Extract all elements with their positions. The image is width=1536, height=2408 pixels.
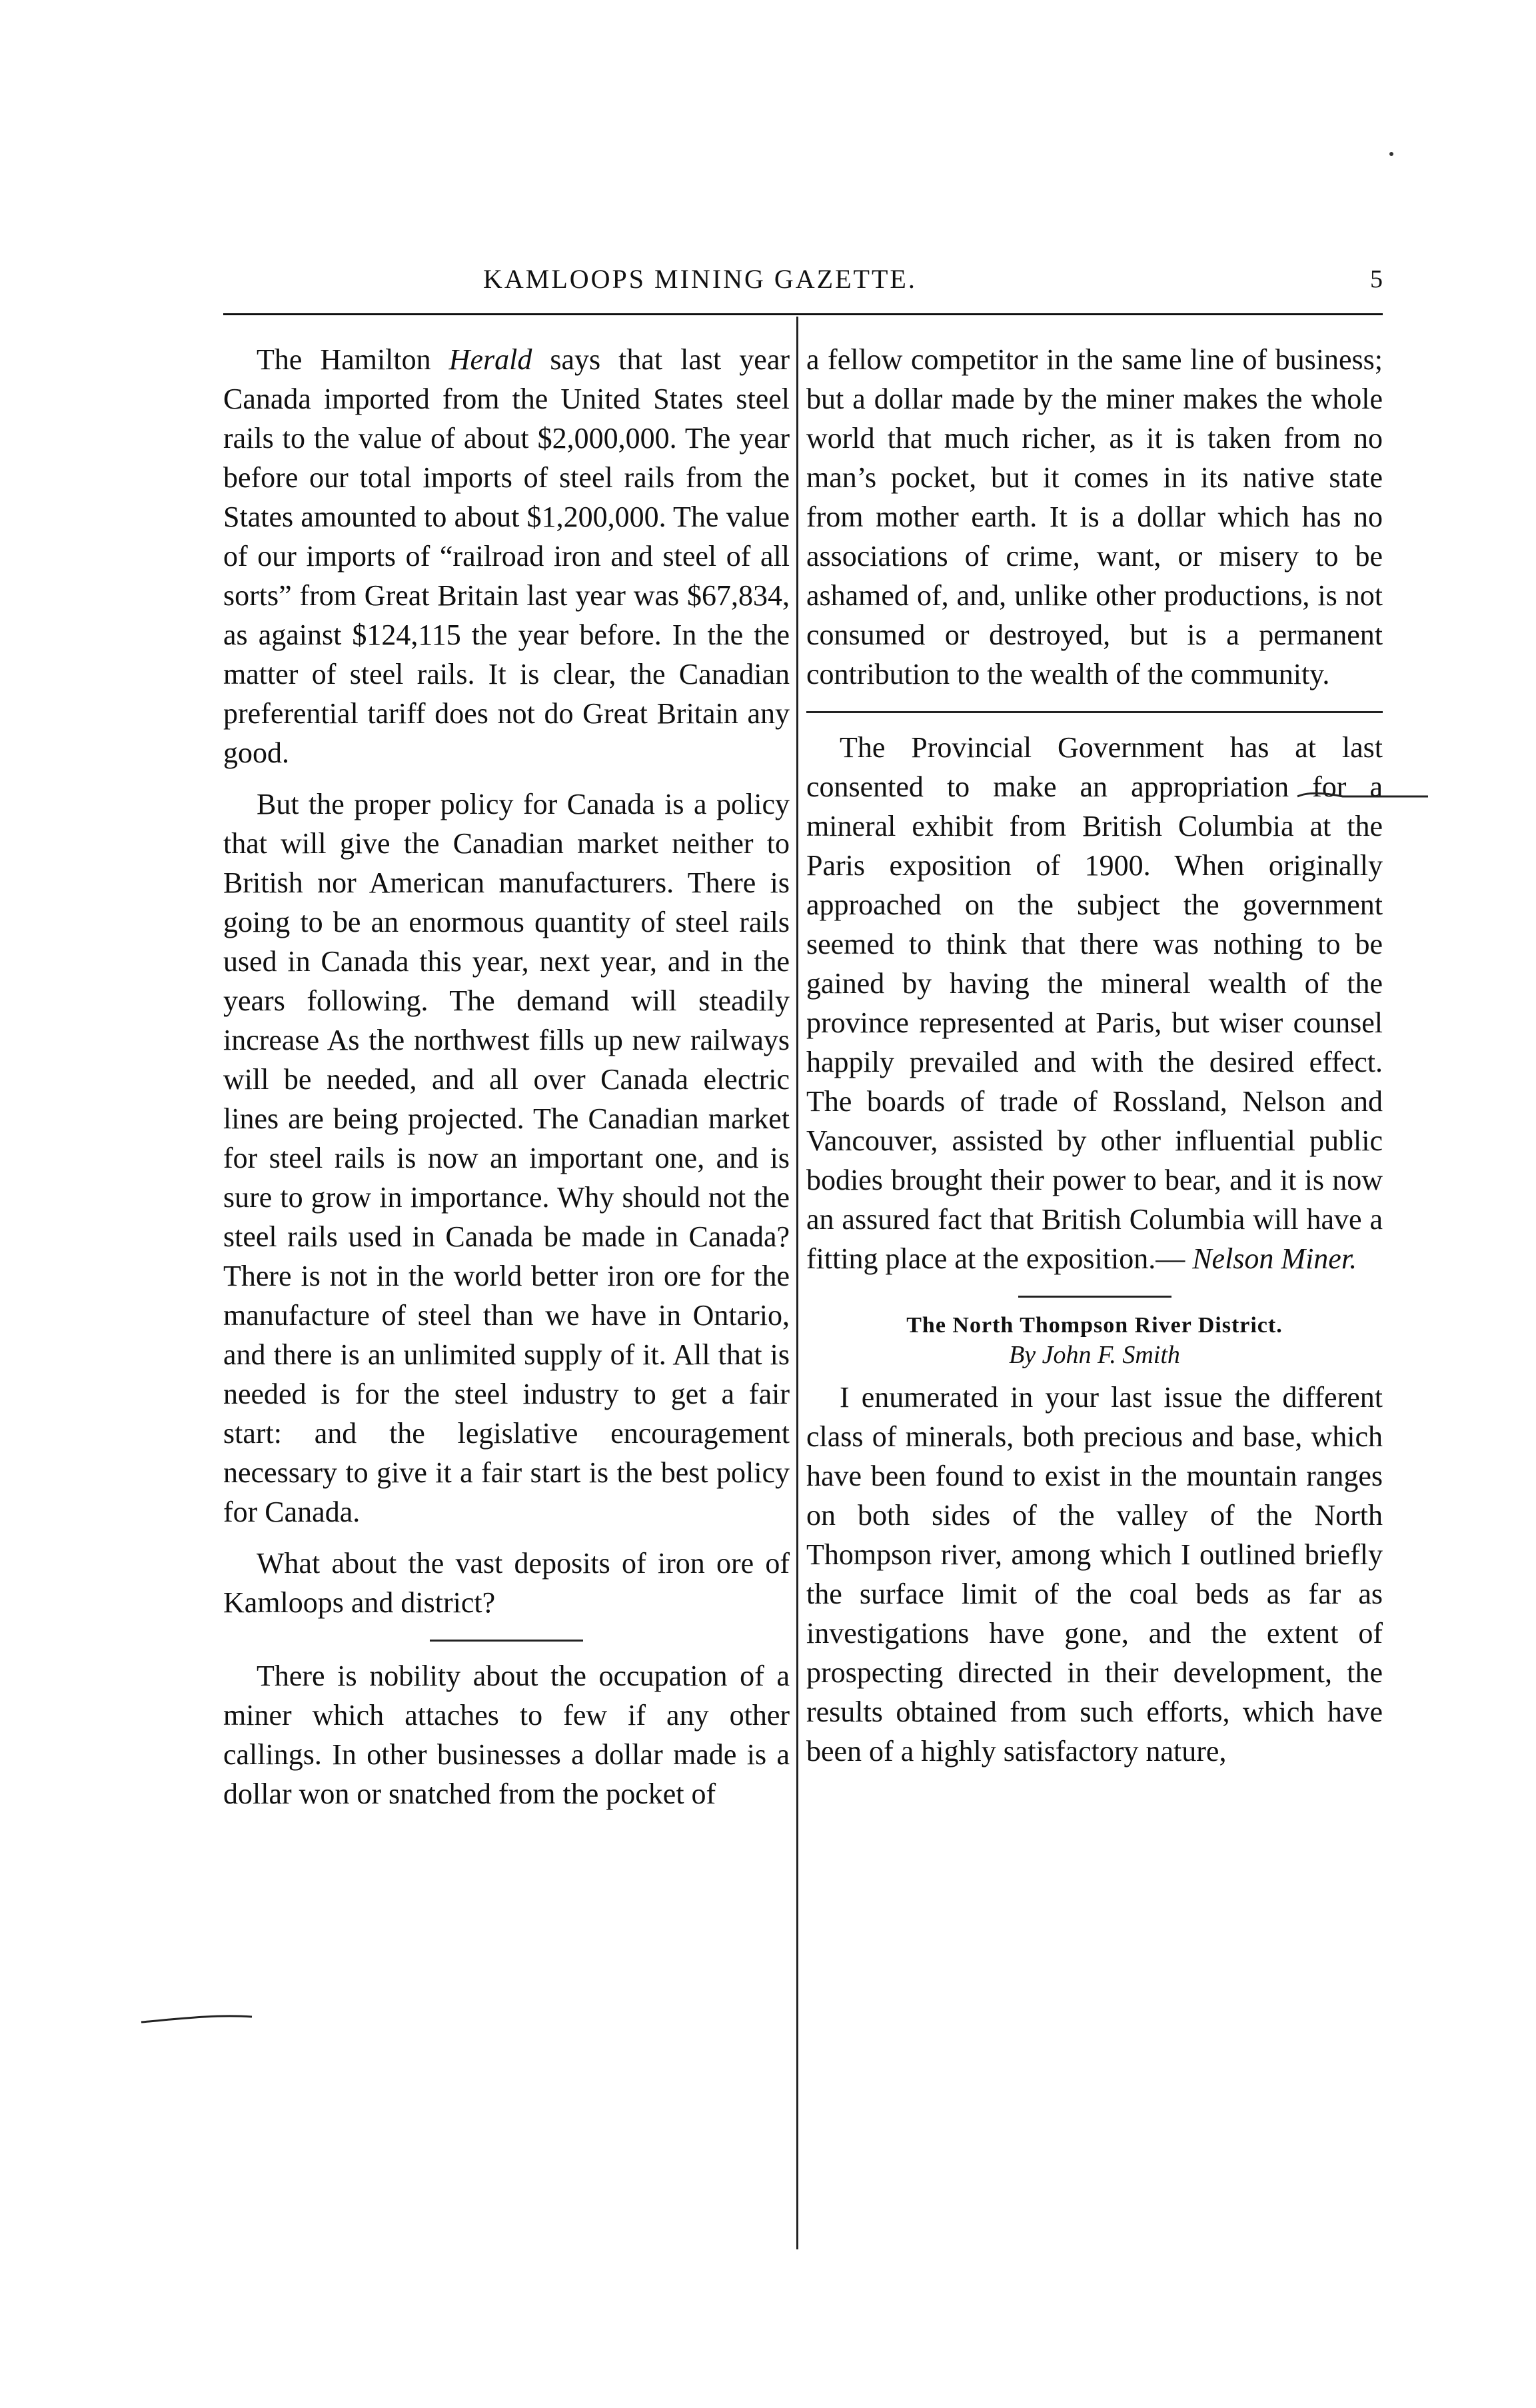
- left-column: [223, 340, 790, 1813]
- section-divider: [806, 711, 1383, 713]
- section-divider: [1018, 1296, 1171, 1298]
- article-paragraph-policy: But the proper policy for Canada is a policy that will give the Canadian market neither to British nor American manufacturers. There is going to be an enormous quantity of steel rails used in Canada this year, next year, and in the years following. The demand will steadily increase As the northwest fills up new railways will be needed, and all over Canada electric lines are being projected. The Canadian market for steel rails is now an important one, and is sure to grow in importance. Why should not the steel rails used in Canada be made in Canada? There is not in the world better iron ore for the manufacture of steel than we have in Ontario, and there is an unlimited supply of it. All that is needed is for the steel industry to get a fair start: and the legislative encouragement necessary to give it a fair start is the best policy for Canada.: [223, 788, 790, 1528]
- article-paragraph-north-thompson: I enumerated in your last issue the different class of minerals, both precious and base, which have been found to exist in the mountain ranges on both sides of the valley of the North Thompson river, among which I outlined briefly the surface limit of the coal beds as far as investigations have gone, and the extent of prospecting directed in their development, the results obtained from such efforts, which have been of a highly satisfactory nature,: [806, 1381, 1383, 1768]
- article-paragraph-paris-exhibit: The Provincial Government has at last consented to make an appropriation for a mineral exhibit from British Columbia at the Paris exposition of 1900. When originally approached on the subject the government seemed to think that there was nothing to be gained by having the mineral wealth of the province represented at Paris, but wiser counsel happily prevailed and with the desired effect. The boards of trade of Rossland, Nelson and Vancouver, assisted by other influential public bodies brought their power to bear, and it is now an assured fact that British Columbia will have a fitting place at the exposition.— Nelson Miner.: [806, 731, 1383, 1275]
- print-speck: [1389, 152, 1393, 156]
- article-paragraph-miner-nobility: There is nobility about the occupation of a miner which attaches to few if any other callings. In other businesses a dollar made is a dollar won or snatched from the pocket of: [223, 1660, 790, 1810]
- article-paragraph-continuation: a fellow competitor in the same line of business; but a dollar made by the miner makes the whole world that much richer, as it is taken from no man’s pocket, but it comes in its native state from mother earth. It is a dollar which has no associations of crime, want, or misery to be ashamed of, and, unlike other productions, is not consumed or destroyed, but is a permanent contribution to the wealth of the community.: [806, 343, 1383, 690]
- publication-title: KAMLOOPS MINING GAZETTE.: [483, 264, 917, 294]
- column-divider: [796, 317, 798, 2249]
- article-byline: By John F. Smith: [1009, 1341, 1180, 1369]
- section-divider: [430, 1640, 583, 1642]
- article-title: The North Thompson River District.: [906, 1313, 1283, 1338]
- article-paragraph-kamloops-iron: What about the vast deposits of iron ore of Kamloops and district?: [223, 1547, 790, 1619]
- pencil-mark: [1296, 790, 1429, 803]
- right-column: [806, 340, 1383, 1771]
- pencil-mark: [140, 2013, 253, 2026]
- article-paragraph-steel-rails: The Hamilton Herald says that last year Canada imported from the United States steel rails to the value of about $2,000,000. The year before our total imports of steel rails from the States amounted to about $1,200,000. The value of our imports of “railroad iron and steel of all sorts” from Great Britain last year was $67,834, as against $124,115 the year before. In the the matter of steel rails. It is clear, the Canadian preferential tariff does not do Great Britain any good.: [223, 343, 790, 769]
- page-header: [220, 263, 1383, 303]
- page-number: 5: [1370, 265, 1383, 293]
- header-rule: [223, 313, 1383, 315]
